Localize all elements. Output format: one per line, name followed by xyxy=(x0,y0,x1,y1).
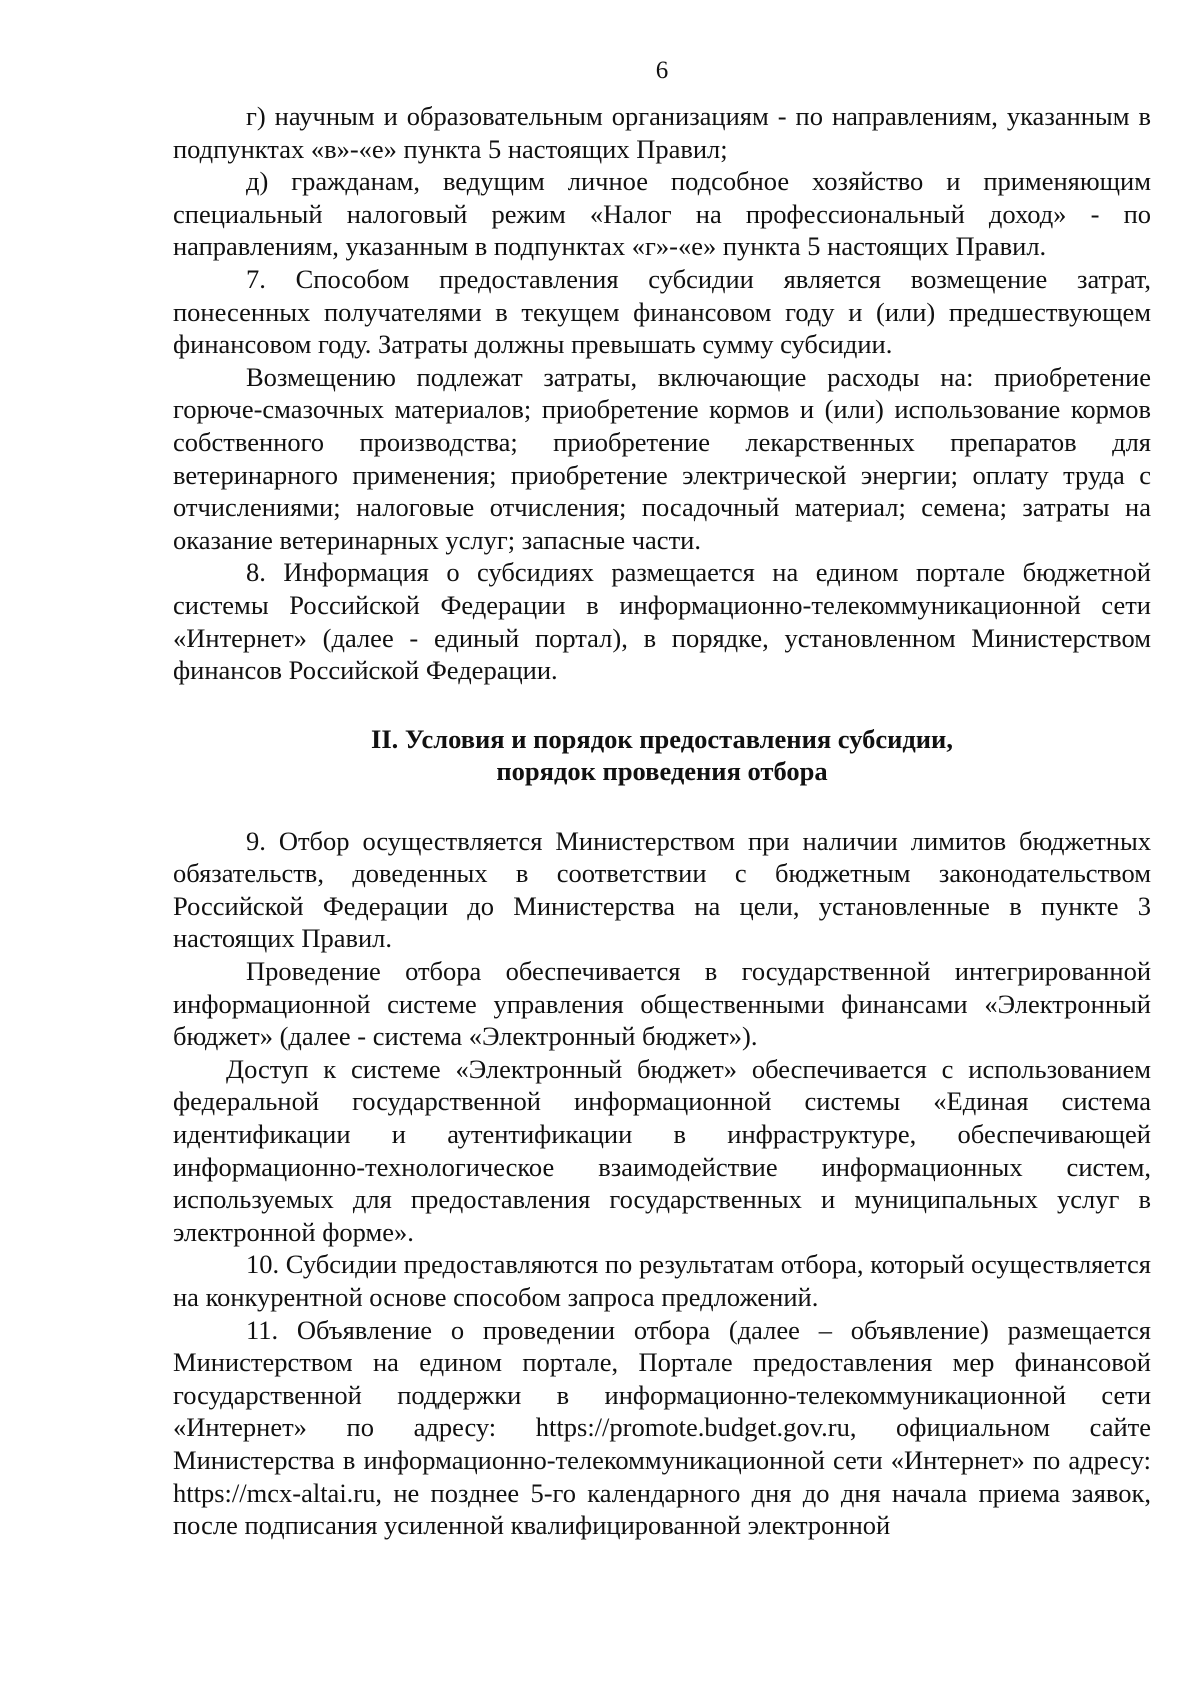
paragraph-clause-9: 9. Отбор осуществляется Министерством при наличии лимитов бюджетных обязательств, доведенных в соответствии с бюджетным законодательством Российской Федерации до Министерства на цели, установленные в пункте 3 настоящих Правил. xyxy=(173,825,1151,954)
paragraph-selection-system: Проведение отбора обеспечивается в государственной интегрированной информационной системе управления общественными финансами «Электронный бюджет» (далее - система «Электронный бюджет»). xyxy=(173,956,1151,1052)
paragraph-item-d: д) гражданам, ведущим личное подсобное хозяйство и применяющим специальный налоговый режим «Налог на профессиональный доход» - по направлениям, указанным в подпунктах «г»-«е» пункта 5 настоящих Правил. xyxy=(173,166,1151,262)
paragraph-system-access: Доступ к системе «Электронный бюджет» обеспечивается с использованием федеральной государственной информационной системы «Единая система идентификации и аутентификации в инфраструктуре, обеспечивающей информационно-технологическое взаимодействие информационных систем, используемых для предоставления государственных и муниципальных услуг в электронной форме». xyxy=(173,1053,1151,1247)
paragraph-item-g: г) научным и образовательным организациям - по направлениям, указанным в подпунктах «в»-«е» пункта 5 настоящих Правил; xyxy=(173,101,1151,164)
paragraph-clause-7: 7. Способом предоставления субсидии является возмещение затрат, понесенных получателями в текущем финансовом году и (или) предшествующем финансовом году. Затраты должны превышать сумму субсидии. xyxy=(173,263,1151,360)
paragraph-reimbursement: Возмещению подлежат затраты, включающие расходы на: приобретение горюче-смазочных материалов; приобретение кормов и (или) использование кормов собственного производства; приобретение лекарственных препаратов для ветеринарного применения; приобретение электрической энергии; оплату труда с отчислениями; налоговые отчисления; посадочный материал; семена; затраты на оказание ветеринарных услуг; запасные части. xyxy=(173,361,1151,555)
page-number: 6 xyxy=(655,57,669,84)
section-title-line-2: порядок проведения отбора xyxy=(496,755,828,786)
paragraph-clause-10: 10. Субсидии предоставляются по результатам отбора, который осуществляется на конкурентной основе способом запроса предложений. xyxy=(173,1249,1151,1312)
paragraph-clause-11: 11. Объявление о проведении отбора (далее – объявление) размещается Министерством на едином портале, Портале предоставления мер финансовой государственной поддержки в информационно-телекоммуникационной сети «Интернет» по адресу: https://promote.budget.gov.ru, официальном сайте Министерства в информационно-телекоммуникационной сети «Интернет» по адресу: https://mcx-altai.ru, не позднее 5-го календарного дня до дня начала приема заявок, после подписания усиленной квалифицированной электронной xyxy=(173,1314,1151,1541)
section-title xyxy=(173,723,1151,787)
section-title-line-1: II. Условия и порядок предоставления субсидии, xyxy=(371,723,953,754)
document-page xyxy=(173,56,1151,1542)
paragraph-clause-8: 8. Информация о субсидиях размещается на едином портале бюджетной системы Российской Федерации в информационно-телекоммуникационной сети «Интернет» (далее - единый портал), в порядке, установленном Министерством финансов Российской Федерации. xyxy=(173,557,1151,686)
